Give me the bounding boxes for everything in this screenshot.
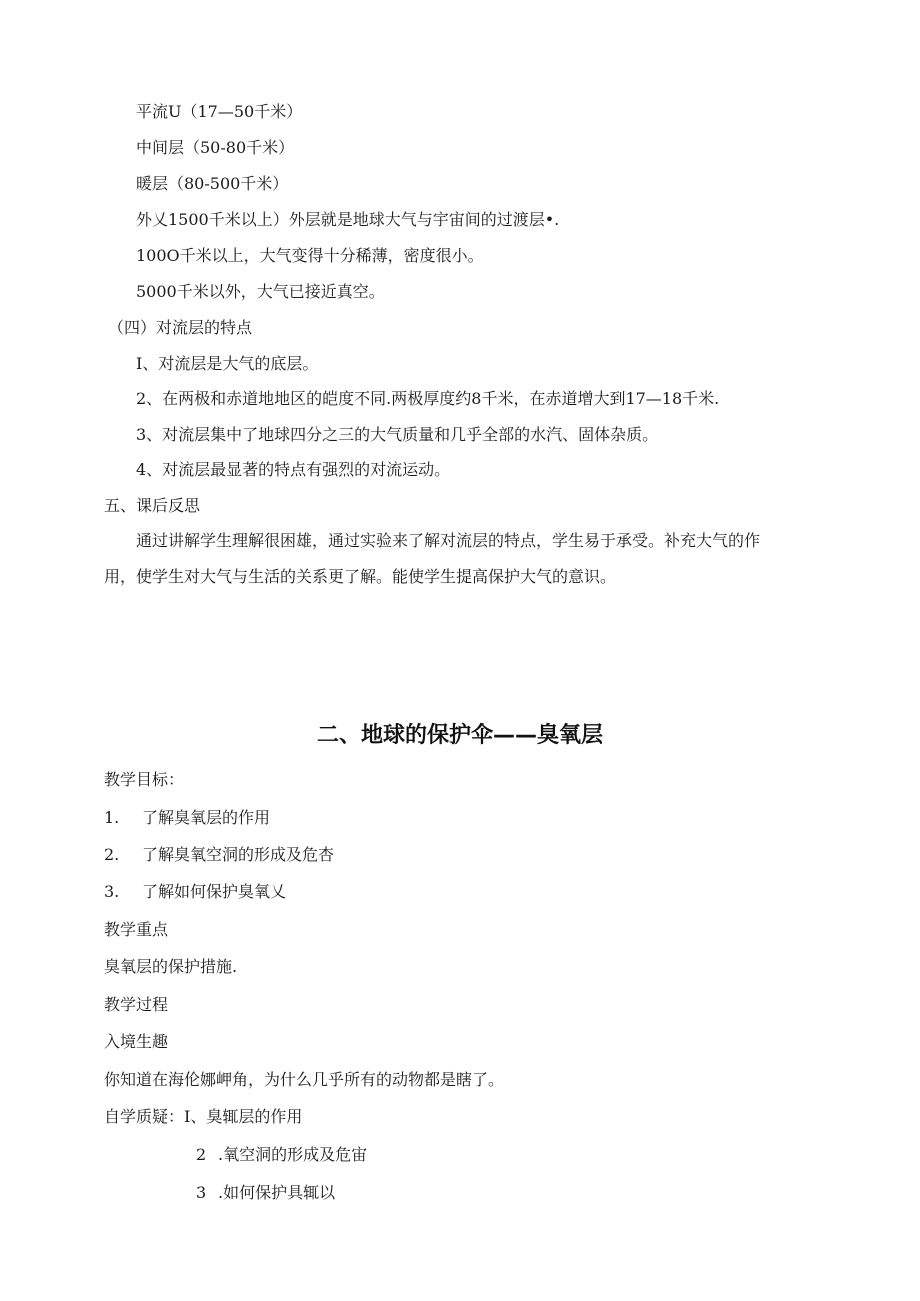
process-heading: 教学过程 (104, 995, 169, 1014)
feature-item: 3、对流层集中了地球四分之三的大气质量和几乎全部的水汽、固体杂质。 (136, 425, 659, 444)
layer-thermosphere: 暖层（80-500千米） (136, 174, 289, 193)
goal-number: 1. (104, 808, 120, 827)
reflection-heading: 五、课后反思 (104, 496, 201, 515)
reflection-paragraph-line-1: 通过讲解学生理解很困雄，通过实验来了解对流层的特点，学生易于承受。补充大气的作 (136, 531, 761, 550)
layer-mesosphere: 中间层（50-80千米） (136, 138, 295, 157)
intro-heading: 入境生趣 (104, 1032, 169, 1051)
layer-note-5000km: 5000千米以外，大气已接近真空。 (136, 282, 385, 301)
layer-note-1000km: 100O千米以上，大气变得十分稀薄，密度很小。 (136, 246, 484, 265)
self-study-number: 3 (196, 1183, 207, 1202)
goal-text: 了解臭氧层的作用 (142, 808, 271, 827)
goals-heading: 教学目标： (104, 770, 185, 789)
self-study-item (196, 1183, 335, 1203)
features-heading: （四）对流层的特点 (108, 318, 253, 337)
key-text: 臭氧层的保护措施. (104, 957, 238, 976)
layer-exosphere: 外乂1500千米以上）外层就是地球大气与宇宙间的过渡层•. (136, 210, 560, 229)
goal-item (104, 845, 334, 865)
goal-number: 2. (104, 845, 120, 864)
feature-item: 4、对流层最显著的特点有强烈的对流运动。 (136, 460, 451, 479)
intro-text: 你知道在海伦娜岬角，为什么几乎所有的动物都是瞎了。 (104, 1070, 505, 1089)
layer-stratosphere: 平流U（17—50千米） (136, 102, 303, 121)
self-study-text: .如何保护具辄以 (218, 1183, 336, 1202)
key-heading: 教学重点 (104, 920, 169, 939)
goal-text: 了解如何保护臭氧乂 (142, 882, 287, 901)
self-study-item (196, 1145, 367, 1165)
section-title: 二、地球的保护伞——臭氧层 (316, 723, 603, 748)
feature-item: 2、在两极和赤道地地区的皑度不同.两极厚度约8千米，在赤道增大到17—18千米. (136, 389, 720, 408)
goal-text: 了解臭氧空洞的形成及危杏 (142, 845, 335, 864)
reflection-paragraph-line-2: 用，使学生对大气与生活的关系更了解。能使学生提高保护大气的意识。 (104, 567, 617, 586)
goal-item (104, 882, 286, 902)
feature-item: I、对流层是大气的底层。 (136, 354, 319, 373)
self-study-text: .氧空洞的形成及危宙 (218, 1145, 368, 1164)
self-study-line: 自学质疑：I、臭辄层的作用 (104, 1107, 303, 1126)
goal-number: 3. (104, 882, 120, 901)
goal-item (104, 808, 270, 828)
self-study-number: 2 (196, 1145, 207, 1164)
